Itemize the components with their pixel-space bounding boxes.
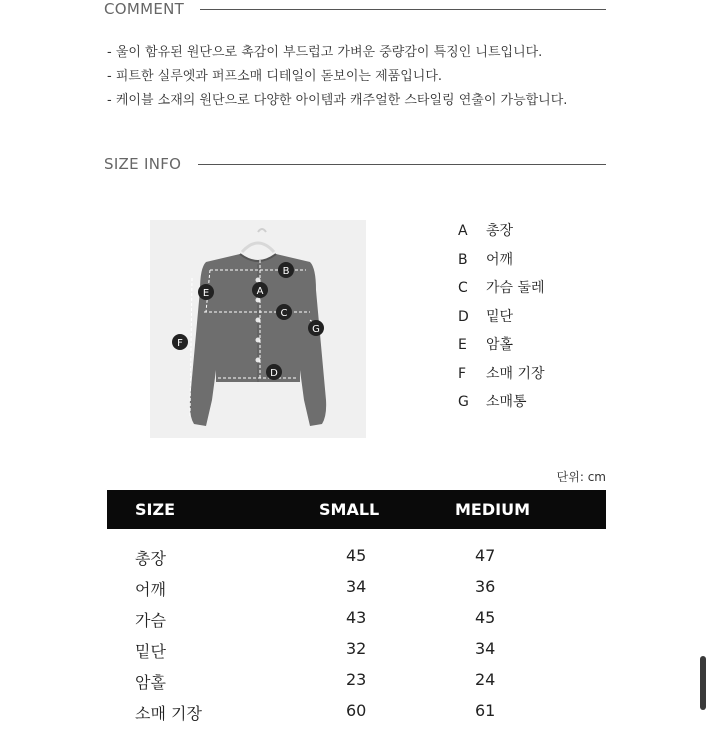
- row-label: 가슴: [135, 611, 166, 630]
- legend-item: [458, 306, 545, 335]
- comment-title: COMMENT: [104, 0, 185, 18]
- comment-divider: [200, 9, 606, 10]
- cardigan-illustration: [150, 220, 366, 438]
- marker-f: [172, 334, 188, 350]
- row-medium: 24: [475, 670, 496, 689]
- legend-item: [458, 249, 545, 278]
- unit-label: 단위: cm: [556, 470, 606, 484]
- row-small: 32: [346, 639, 367, 658]
- legend-label: 어깨: [486, 251, 514, 268]
- legend-key: G: [458, 394, 469, 410]
- table-row: [107, 575, 606, 606]
- row-label: 총장: [135, 549, 166, 568]
- legend-label: 총장: [486, 223, 514, 239]
- row-medium: 36: [475, 577, 496, 596]
- comment-list: [107, 44, 567, 116]
- size-info-title: SIZE INFO: [104, 155, 182, 173]
- legend-key: A: [458, 223, 468, 239]
- legend-label: 밑단: [486, 308, 514, 325]
- row-small: 43: [346, 608, 367, 627]
- legend-label: 암홀: [486, 337, 514, 353]
- svg-text:G: G: [312, 324, 320, 335]
- legend-key: B: [458, 251, 468, 268]
- legend-item: [458, 220, 545, 249]
- row-label: 소매 기장: [135, 704, 202, 723]
- marker-e: [198, 284, 214, 300]
- legend-key: D: [458, 308, 469, 325]
- svg-text:C: C: [280, 308, 288, 319]
- comment-header: [104, 0, 606, 20]
- svg-text:E: E: [202, 288, 210, 299]
- marker-g: [308, 320, 324, 336]
- table-row: [107, 606, 606, 637]
- comment-line: - 피트한 실루엣과 퍼프소매 디테일이 돋보이는 제품입니다.: [107, 69, 443, 84]
- table-row: [107, 668, 606, 699]
- legend-label: 소매통: [486, 394, 527, 410]
- legend-item: [458, 277, 545, 306]
- row-small: 45: [346, 546, 367, 565]
- row-label: 밑단: [135, 642, 166, 661]
- garment-diagram: [150, 220, 366, 438]
- legend-key: E: [458, 337, 467, 353]
- legend-item: [458, 363, 545, 392]
- row-medium: 61: [475, 701, 496, 720]
- marker-a: [252, 282, 268, 298]
- row-small: 60: [346, 701, 367, 720]
- marker-c: [276, 304, 292, 320]
- header-size: SIZE: [135, 500, 176, 519]
- legend-key: F: [458, 365, 467, 382]
- svg-text:F: F: [177, 338, 183, 349]
- table-body: [107, 544, 606, 730]
- marker-b: [278, 262, 294, 278]
- svg-text:B: B: [282, 266, 290, 277]
- scrollbar[interactable]: [700, 656, 706, 710]
- row-medium: 47: [475, 546, 496, 565]
- legend-item: [458, 391, 545, 420]
- row-medium: 45: [475, 608, 496, 627]
- row-medium: 34: [475, 639, 496, 658]
- marker-d: [266, 364, 282, 380]
- size-table: [107, 490, 606, 723]
- header-medium: MEDIUM: [455, 500, 530, 519]
- legend-label: 소매 기장: [486, 365, 545, 382]
- svg-text:D: D: [270, 368, 278, 379]
- legend-key: C: [458, 280, 468, 296]
- table-row: [107, 637, 606, 668]
- table-row: [107, 544, 606, 575]
- row-label: 어깨: [135, 580, 166, 599]
- comment-line: - 케이블 소재의 원단으로 다양한 아이템과 캐주얼한 스타일링 연출이 가능합니다.: [107, 93, 568, 108]
- measurement-legend: [458, 220, 545, 420]
- size-info-divider: [198, 164, 606, 165]
- header-small: SMALL: [319, 500, 380, 519]
- legend-label: 가슴 둘레: [486, 280, 545, 296]
- table-row: [107, 699, 606, 730]
- table-header: [107, 490, 606, 529]
- comment-line: - 울이 함유된 원단으로 촉감이 부드럽고 가벼운 중량감이 특징인 니트입니다.: [107, 45, 543, 60]
- size-info-header: [104, 155, 606, 175]
- legend-item: [458, 334, 545, 363]
- svg-text:A: A: [256, 286, 264, 297]
- row-small: 23: [346, 670, 367, 689]
- row-small: 34: [346, 577, 367, 596]
- row-label: 암홀: [135, 673, 166, 692]
